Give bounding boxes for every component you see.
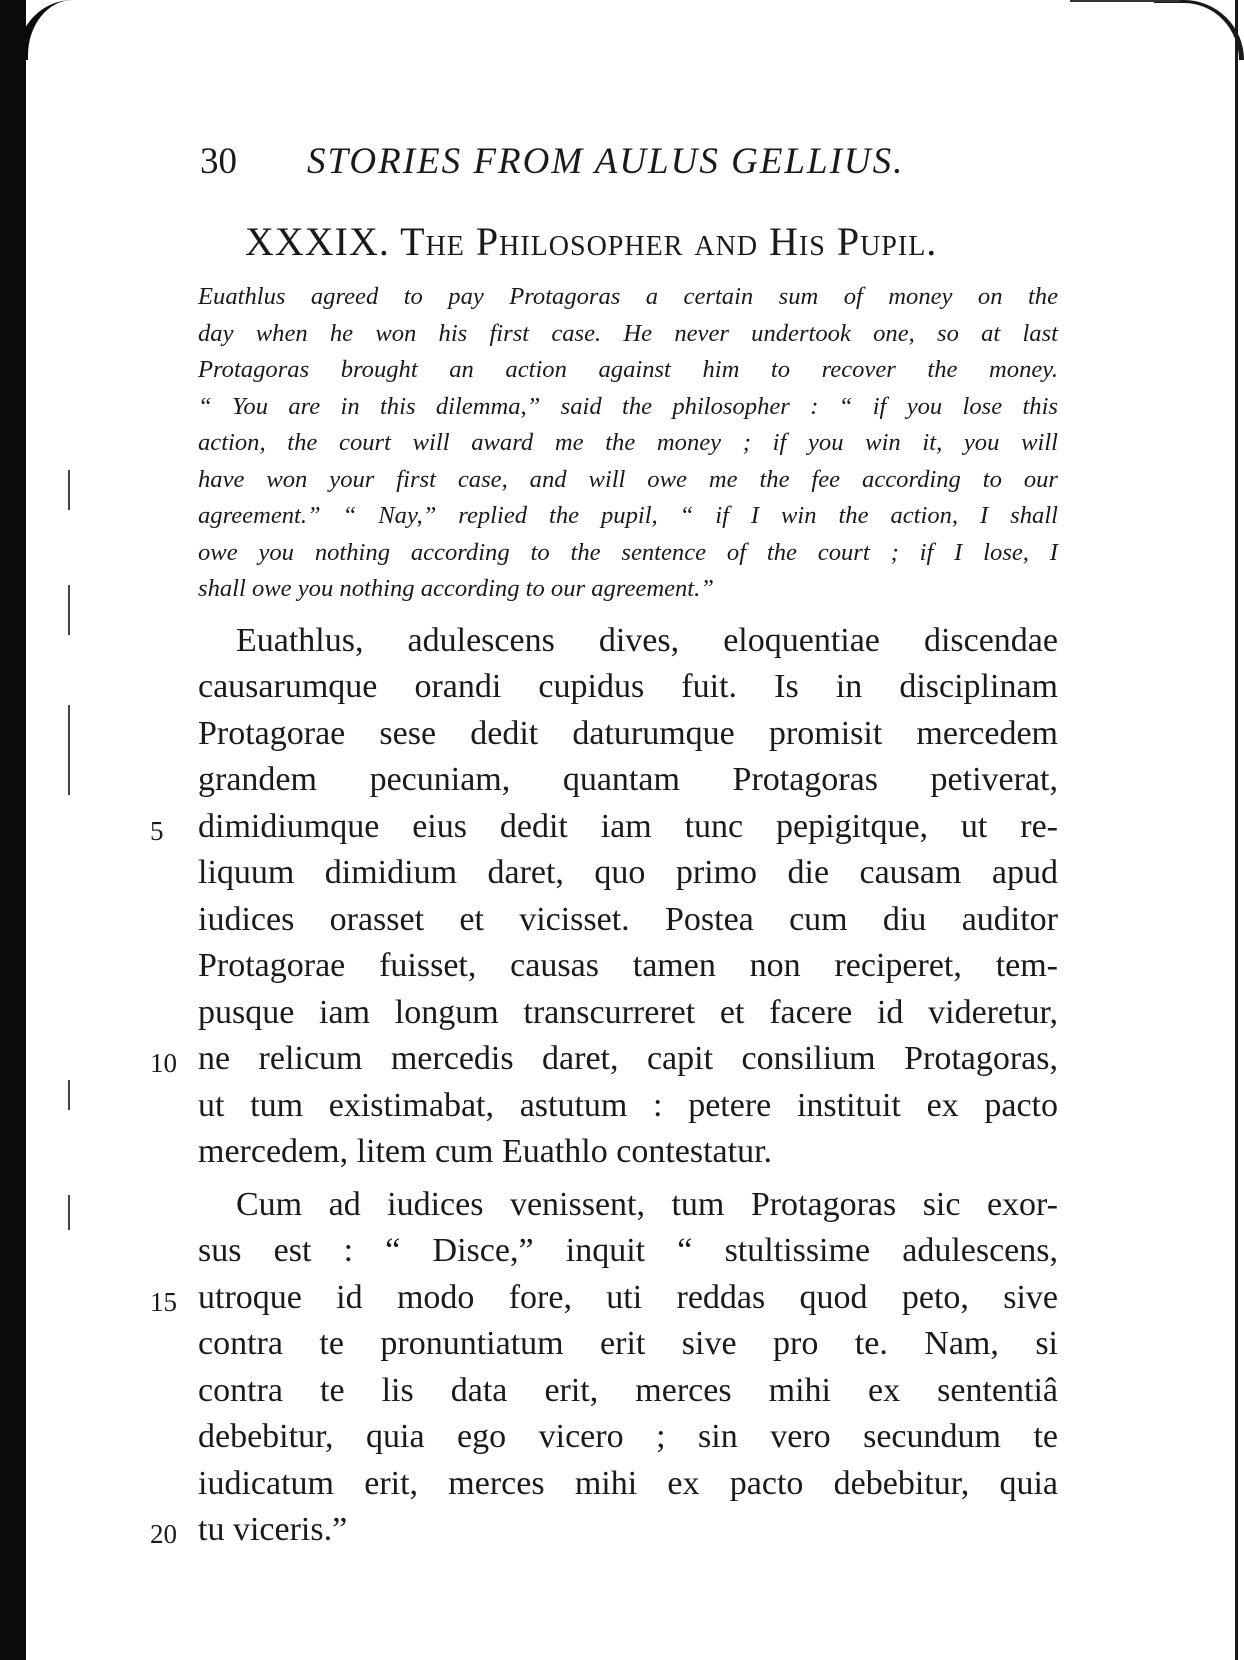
text-line-content: ne relicum mercedis daret, capit consilium Protagoras,: [198, 1040, 1058, 1077]
text-line: [198, 664, 1058, 711]
text-line: [198, 618, 1058, 665]
running-head-title: STORIES FROM AULUS GELLIUS.: [307, 141, 905, 182]
text-line-content: ut tum existimabat, astutum : petere instituit ex pacto: [198, 1086, 1058, 1124]
text-line: [198, 1368, 1058, 1415]
text-line: [198, 1129, 1058, 1176]
summary-line: agreement.” “ Nay,” replied the pupil, “ if I win the action, I shall: [198, 502, 1058, 529]
text-line: [198, 1321, 1058, 1368]
line-number: 20: [150, 1519, 177, 1549]
text-line-content: iudicatum erit, merces mihi ex pacto debebitur, quia: [198, 1464, 1058, 1502]
summary-line: shall owe you nothing according to our agreement.”: [198, 575, 714, 602]
text-line: [198, 711, 1058, 758]
text-line-content: pusque iam longum transcurreret et facere id videretur,: [198, 993, 1058, 1031]
text-line-content: dimidiumque eius dedit iam tunc pepigitque, ut re-: [198, 807, 1058, 845]
text-line: [198, 1461, 1058, 1508]
summary-line: have won your first case, and will owe me the fee according to our: [198, 465, 1058, 493]
text-line: [150, 1036, 1058, 1083]
text-line-content: Euathlus, adulescens dives, eloquentiae discendae: [236, 621, 1058, 659]
text-line-content: utroque id modo fore, uti reddas quod peto, sive: [198, 1278, 1058, 1316]
text-line: [198, 943, 1058, 990]
scan-mark: [68, 470, 70, 510]
text-line: [198, 1083, 1058, 1130]
line-number: 10: [150, 1048, 177, 1078]
text-line-content: iudices orasset et vicisset. Postea cum diu auditor: [198, 900, 1058, 938]
scan-edge-top: [1070, 0, 1180, 2]
text-line: [198, 1182, 1058, 1229]
text-line-content: contra te pronuntiatum erit sive pro te. Nam, si: [198, 1325, 1058, 1362]
text-line: [198, 1228, 1058, 1275]
scan-mark: [68, 1080, 70, 1110]
scan-mark: [68, 585, 70, 635]
paragraph-1: [150, 618, 1058, 1176]
summary-line: Protagoras brought an action against him to recover the money.: [198, 356, 1058, 383]
scan-edge-right: [1235, 0, 1244, 1660]
scan-edge-left-curve: [18, 0, 78, 60]
text-line: [198, 990, 1058, 1037]
scan-edge-right-curve: [1154, 0, 1244, 60]
text-line-content: Protagorae sese dedit daturumque promisit mercedem: [198, 714, 1058, 752]
text-line-content: sus est : “ Disce,” inquit “ stultissime adulescens,: [198, 1232, 1058, 1269]
line-number: 5: [150, 815, 164, 846]
book-page: [150, 140, 1100, 1560]
summary-line: owe you nothing according to the sentence of the court ; if I lose, I: [198, 538, 1058, 566]
text-line-content: causarumque orandi cupidus fuit. Is in disciplinam: [198, 668, 1058, 705]
text-line: [198, 897, 1058, 944]
summary-line: “ You are in this dilemma,” said the philosopher : “ if you lose this: [198, 392, 1058, 420]
scan-mark: [68, 705, 70, 795]
text-line-content: debebitur, quia ego vicero ; sin vero secundum te: [198, 1418, 1058, 1455]
text-line-content: tu viceris.”: [198, 1511, 348, 1548]
scan-mark: [68, 1195, 70, 1230]
text-line-content: mercedem, litem cum Euathlo contestatur.: [198, 1133, 773, 1170]
text-line-content: grandem pecuniam, quantam Protagoras petiverat,: [198, 761, 1058, 798]
text-line-content: Protagorae fuisset, causas tamen non reciperet, tem-: [198, 947, 1058, 984]
latin-text: [150, 618, 1058, 1554]
line-number: 15: [150, 1286, 177, 1317]
text-line: [198, 850, 1058, 897]
text-line-content: liquum dimidium daret, quo primo die causam apud: [198, 854, 1058, 891]
chapter-title: XXXIX. The Philosopher and His Pupil.: [245, 219, 938, 264]
text-line: [198, 757, 1058, 804]
text-line-content: Cum ad iudices venissent, tum Protagoras sic exor-: [236, 1185, 1058, 1223]
summary-line: day when he won his first case. He never undertook one, so at last: [198, 319, 1058, 347]
text-line: [150, 804, 1058, 851]
chapter-summary: [198, 279, 1058, 608]
text-line: [198, 1414, 1058, 1461]
summary-line: Euathlus agreed to pay Protagoras a certain sum of money on the: [198, 283, 1058, 310]
paragraph-2: [150, 1182, 1058, 1554]
text-line: [150, 1275, 1058, 1322]
running-head: [200, 140, 1100, 200]
text-line-content: contra te lis data erit, merces mihi ex sententiâ: [198, 1371, 1058, 1409]
text-line: [150, 1507, 1058, 1554]
page-number: 30: [200, 141, 237, 182]
scan-edge-left: [0, 0, 26, 1660]
summary-line: action, the court will award me the money ; if you win it, you will: [198, 429, 1058, 456]
